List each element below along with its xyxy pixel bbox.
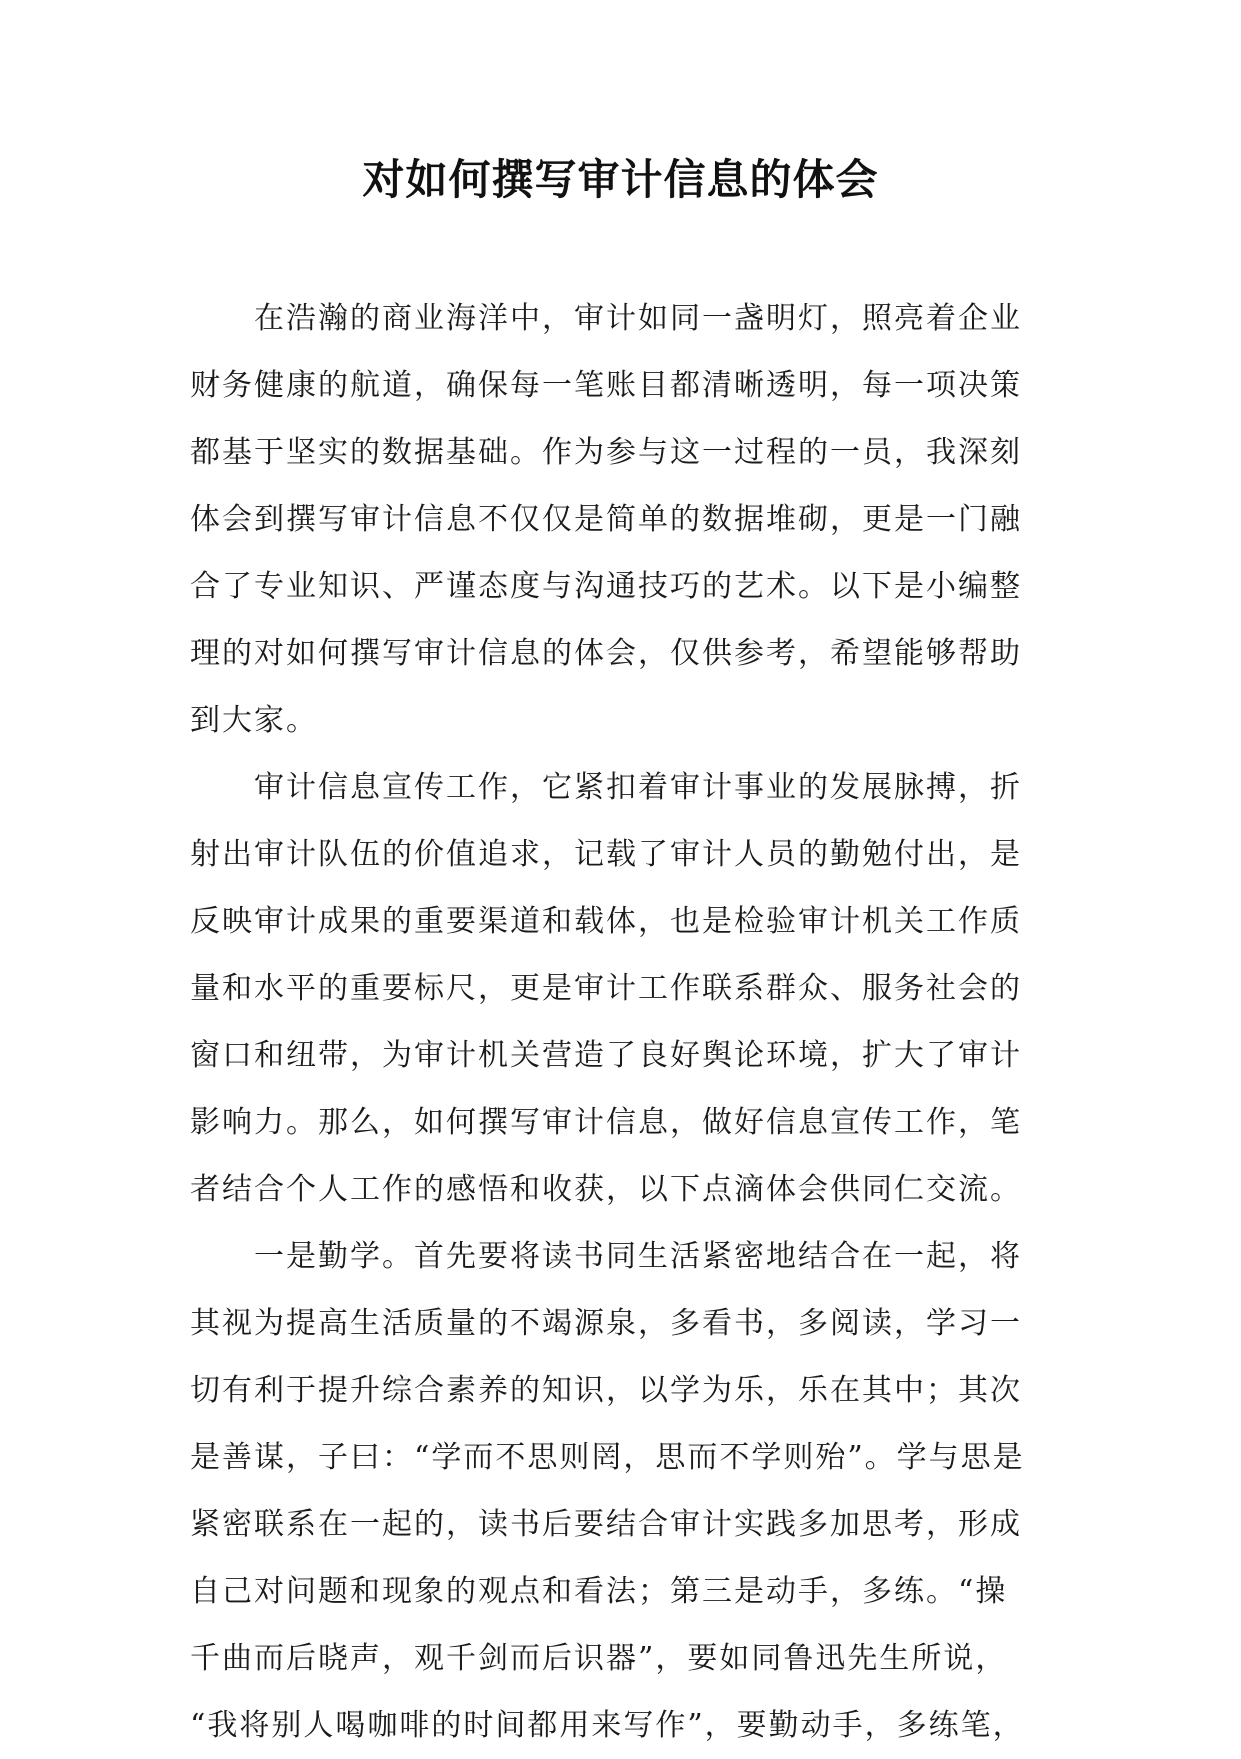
paragraph-2-line: 窗口和纽带，为审计机关营造了良好舆论环境，扩大了审计	[190, 1038, 1022, 1073]
paragraph-1-line: 都基于坚实的数据基础。作为参与这一过程的一员，我深刻	[190, 435, 1022, 470]
paragraph-2-line: 者结合个人工作的感悟和收获，以下点滴体会供同仁交流。	[190, 1172, 1022, 1207]
paragraph-3-line: 其视为提高生活质量的不竭源泉，多看书，多阅读，学习一	[190, 1306, 1022, 1341]
paragraph-1-line: 体会到撰写审计信息不仅仅是简单的数据堆砌，更是一门融	[190, 502, 1022, 537]
paragraph-1-line: 到大家。	[190, 703, 318, 738]
paragraph-1-line: 合了专业知识、严谨态度与沟通技巧的艺术。以下是小编整	[190, 569, 1022, 604]
paragraph-3-line: 自己对问题和现象的观点和看法；第三是动手，多练。“操	[190, 1574, 1008, 1609]
paragraph-2-line: 射出审计队伍的价值追求，记载了审计人员的勤勉付出，是	[190, 837, 1022, 872]
paragraph-3-line: 切有利于提升综合素养的知识，以学为乐，乐在其中；其次	[190, 1373, 1022, 1408]
paragraph-3-line: “我将别人喝咖啡的时间都用来写作”，要勤动手，多练笔，	[190, 1708, 1025, 1743]
paragraph-2-line: 影响力。那么，如何撰写审计信息，做好信息宣传工作，笔	[190, 1105, 1022, 1140]
paragraph-2-line: 反映审计成果的重要渠道和载体，也是检验审计机关工作质	[190, 904, 1022, 939]
paragraph-3-line: 是善谋，子曰：“学而不思则罔，思而不学则殆”。学与思是	[190, 1440, 1025, 1475]
document-title: 对如何撰写审计信息的体会	[362, 155, 879, 204]
paragraph-2-line: 审计信息宣传工作，它紧扣着审计事业的发展脉搏，折	[254, 770, 1022, 805]
paragraph-3-line: 一是勤学。首先要将读书同生活紧密地结合在一起，将	[254, 1239, 1022, 1274]
paragraph-1-line: 理的对如何撰写审计信息的体会，仅供参考，希望能够帮助	[190, 636, 1022, 671]
paragraph-1-line: 财务健康的航道，确保每一笔账目都清晰透明，每一项决策	[190, 368, 1022, 403]
paragraph-3-line: 千曲而后晓声，观千剑而后识器”，要如同鲁迅先生所说，	[190, 1641, 1008, 1676]
paragraph-2-line: 量和水平的重要标尺，更是审计工作联系群众、服务社会的	[190, 971, 1022, 1006]
paragraph-3-line: 紧密联系在一起的，读书后要结合审计实践多加思考，形成	[190, 1507, 1022, 1542]
document-body	[190, 285, 1070, 1759]
paragraph-1-line: 在浩瀚的商业海洋中，审计如同一盏明灯，照亮着企业	[254, 301, 1022, 336]
